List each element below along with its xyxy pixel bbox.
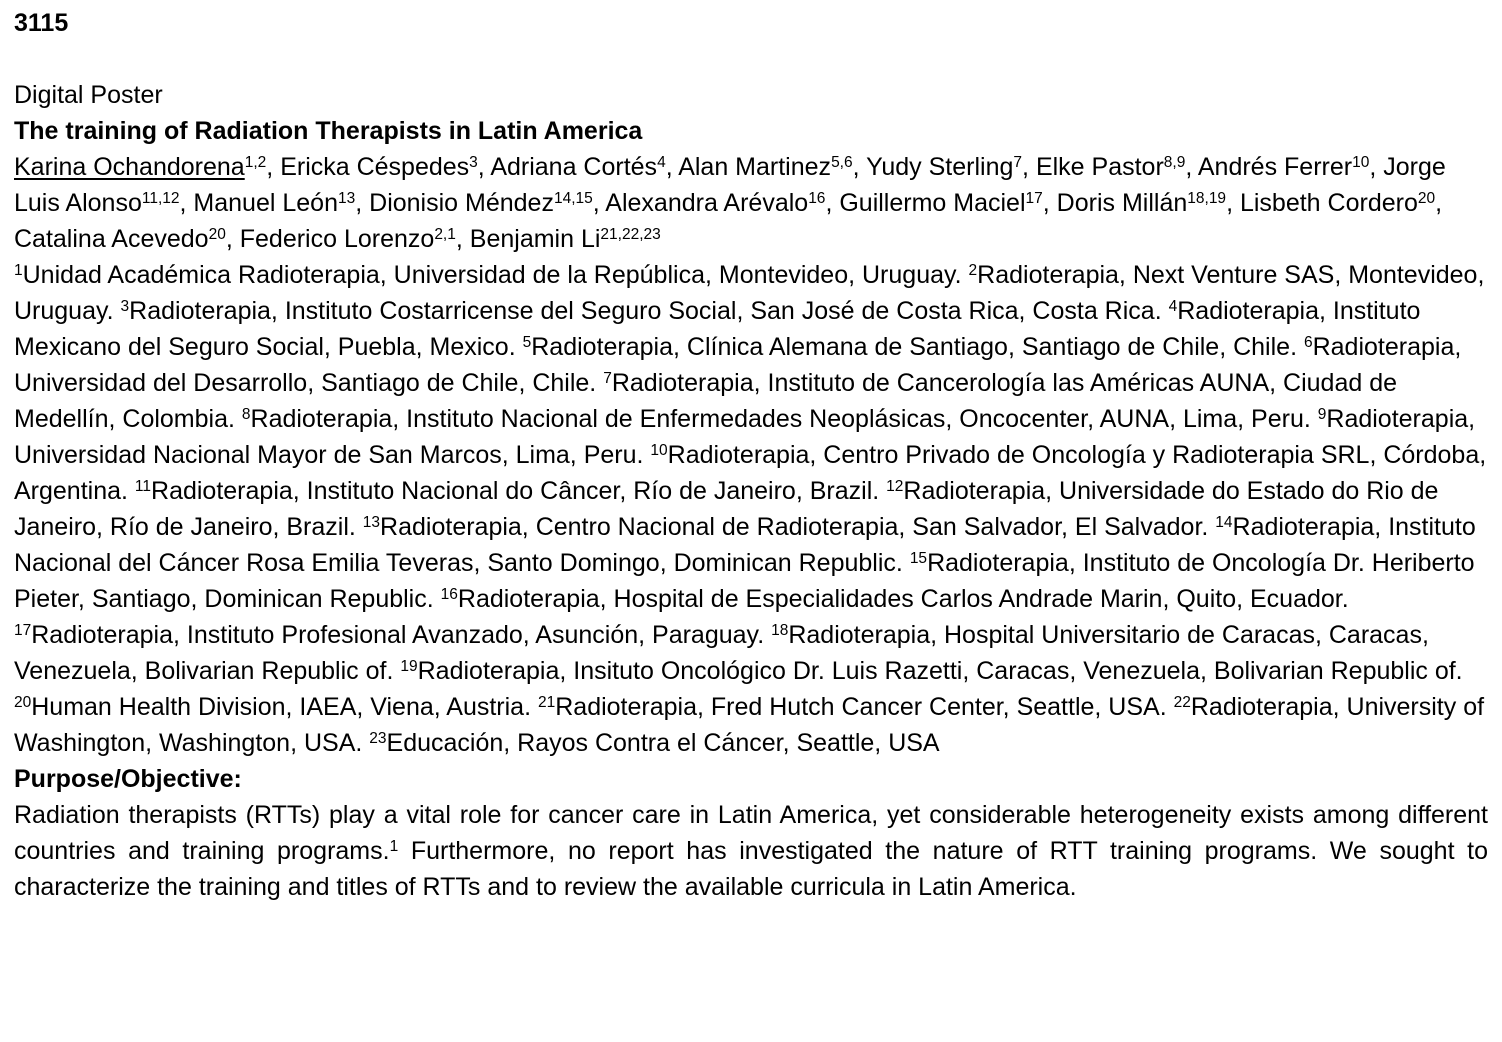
affiliation-text: Radioterapia, Instituto Mexicano del Seguro Social, Puebla, Mexico. — [14, 297, 1421, 361]
author-name: Yudy Sterling — [866, 153, 1014, 181]
affiliation — [135, 477, 879, 505]
affiliation-text: Radioterapia, Instituto Nacional del Cáncer Rosa Emilia Teveras, Santo Domingo, Dominican Republic. — [14, 513, 1476, 577]
author-affiliation-superscript: 20 — [208, 225, 226, 243]
affiliation — [14, 261, 962, 289]
author — [1057, 189, 1226, 217]
author-affiliation-superscript: 3 — [469, 153, 478, 171]
affiliation-text: Educación, Rayos Contra el Cáncer, Seattle, USA — [386, 729, 940, 757]
affiliation-text: Radioterapia, Insituto Oncológico Dr. Luis Razetti, Caracas, Venezuela, Bolivarian Republic of. — [417, 657, 1463, 685]
affiliation-text: Radioterapia, Fred Hutch Cancer Center, Seattle, USA. — [555, 693, 1167, 721]
presentation-type: Digital Poster — [14, 81, 163, 109]
author-affiliation-superscript: 8,9 — [1163, 153, 1186, 171]
author — [839, 189, 1042, 217]
affiliation-number-superscript: 15 — [909, 549, 928, 567]
author-name: Federico Lorenzo — [239, 225, 435, 253]
affiliation — [121, 297, 1162, 325]
author-name: Guillermo Maciel — [839, 189, 1026, 217]
author-affiliation-superscript: 20 — [1417, 189, 1436, 207]
author — [193, 189, 355, 217]
author-affiliation-superscript: 16 — [808, 189, 826, 207]
blank-line — [14, 41, 1488, 77]
author-name: Lisbeth Cordero — [1239, 189, 1418, 217]
affiliation-number-superscript: 4 — [1168, 297, 1178, 315]
affiliation-number-superscript: 11 — [134, 477, 152, 495]
affiliation-list — [14, 257, 1488, 761]
affiliation-number-superscript: 19 — [400, 657, 418, 675]
affiliation — [14, 621, 764, 649]
author-affiliation-superscript: 21,22,23 — [600, 225, 661, 243]
author — [240, 225, 456, 253]
affiliation — [523, 333, 1297, 361]
affiliation-number-superscript: 23 — [369, 729, 387, 747]
author-affiliation-superscript: 17 — [1025, 189, 1043, 207]
author-name: Adriana Cortés — [490, 153, 658, 181]
affiliation — [363, 513, 1209, 541]
affiliation-number-superscript: 14 — [1215, 513, 1233, 531]
author-name: Alexandra Arévalo — [605, 189, 809, 217]
author-name: Dionisio Méndez — [369, 189, 554, 217]
affiliation-number-superscript: 9 — [1317, 405, 1327, 423]
author-affiliation-superscript: 1,2 — [244, 153, 267, 171]
affiliation-number-superscript: 7 — [603, 369, 612, 387]
author — [1198, 153, 1369, 181]
affiliation-text: Radioterapia, Instituto de Oncología Dr. Heriberto Pieter, Santiago, Dominican Republic. — [14, 549, 1475, 613]
purpose-text-continued: Furthermore, no report has investigated the nature of RTT training programs. We sought to characterize the training and titles of RTTs and to review the available curricula in Latin America. — [14, 837, 1488, 901]
affiliation-number-superscript: 6 — [1303, 333, 1313, 351]
author — [1036, 153, 1185, 181]
affiliation-number-superscript: 16 — [440, 585, 458, 603]
author-affiliation-superscript: 4 — [657, 153, 666, 171]
affiliation-number-superscript: 1 — [14, 261, 23, 279]
affiliation-number-superscript: 13 — [362, 513, 381, 531]
affiliation-text: Radioterapia, Next Venture SAS, Montevideo, Uruguay. — [14, 261, 1485, 325]
affiliation-text: Radioterapia, Universidad Nacional Mayor de San Marcos, Lima, Peru. — [14, 405, 1476, 469]
author — [490, 153, 665, 181]
author-name: Doris Millán — [1056, 189, 1188, 217]
author-name: Andrés Ferrer — [1197, 153, 1353, 181]
author-name: Benjamin Li — [469, 225, 601, 253]
affiliation-number-superscript: 10 — [650, 441, 668, 459]
affiliation-number-superscript: 12 — [886, 477, 904, 495]
affiliation-text: Radioterapia, Instituto Costarricense del Seguro Social, San José de Costa Rica, Costa Rica. — [129, 297, 1162, 325]
author-affiliation-superscript: 10 — [1352, 153, 1370, 171]
affiliation-text: Radioterapia, Centro Nacional de Radioterapia, San Salvador, El Salvador. — [380, 513, 1209, 541]
author-affiliation-superscript: 18,19 — [1187, 189, 1227, 207]
author-affiliation-superscript: 7 — [1013, 153, 1023, 171]
author-name: Karina Ochandorena — [14, 153, 245, 181]
purpose-objective-heading: Purpose/Objective: — [14, 765, 242, 793]
affiliation-text: Unidad Académica Radioterapia, Universidad de la República, Montevideo, Uruguay. — [22, 261, 962, 289]
author — [470, 225, 661, 253]
affiliation-text: Radioterapia, Hospital de Especialidades Carlos Andrade Marin, Quito, Ecuador. — [457, 585, 1349, 613]
author-name: Catalina Acevedo — [14, 225, 209, 253]
author — [369, 189, 593, 217]
author-name: Elke Pastor — [1035, 153, 1164, 181]
author-list: Karina Ochandorena$^{1,2}$, Ericka Céspedes$^3$, Adriana Cortés$^4$, Alan Martinez$^{5,6}$, Yudy Sterling$^7$, Elke Pastor$^{8,9}$, Andrés Ferrer$^{10}$, Jorge Luis Alonso$^{11,12}$, Manuel León$^{13}$, Dionisio Méndez$^{14,15}$, Alexandra Arévalo$^{16}$, Guillermo Maciel$^{17}$, Doris Millán$^{18,19}$, Lisbeth Cordero$^{20}$, Catalina Acevedo$^{20}$, Federico Lorenzo$^{2,1}$, Benjamin Li$^{21,22,23}$ — [14, 153, 1446, 253]
paper-title: The training of Radiation Therapists in Latin America — [14, 117, 643, 145]
abstract-number: 3115 — [14, 9, 69, 37]
author-affiliation-superscript: 13 — [337, 189, 356, 207]
affiliation-number-superscript: 3 — [120, 297, 130, 315]
author-name: Alan Martinez — [678, 153, 832, 181]
affiliation-text: Radioterapia, Instituto Profesional Avanzado, Asunción, Paraguay. — [31, 621, 765, 649]
affiliation-text: Radioterapia, Instituto Nacional de Enfermedades Neoplásicas, Oncocenter, AUNA, Lima, Peru. — [250, 405, 1311, 433]
affiliation — [14, 693, 531, 721]
affiliation-number-superscript: 8 — [241, 405, 251, 423]
affiliation-text: Radioterapia, University of Washington, Washington, USA. — [14, 693, 1485, 757]
author-affiliation-superscript: 5,6 — [831, 153, 853, 171]
affiliation-text: Radioterapia, Centro Privado de Oncología y Radioterapia SRL, Córdoba, Argentina. — [14, 441, 1487, 505]
purpose-paragraph — [14, 797, 1488, 905]
author — [14, 225, 226, 253]
affiliation-number-superscript: 2 — [968, 261, 978, 279]
author — [280, 153, 478, 181]
affiliation-text: Radioterapia, Clínica Alemana de Santiago, Santiago de Chile, Chile. — [531, 333, 1298, 361]
affiliation-number-superscript: 20 — [14, 693, 32, 711]
author — [1240, 189, 1435, 217]
purpose-text: Radiation therapists (RTTs) play a vital role for cancer care in Latin America, yet considerable heterogeneity exists among different countries and training programs. — [14, 801, 1488, 865]
author-affiliation-superscript: 14,15 — [553, 189, 593, 207]
affiliation-number-superscript: 5 — [522, 333, 532, 351]
affiliation-text: Radioterapia, Instituto Nacional do Câncer, Río de Janeiro, Brazil. — [151, 477, 880, 505]
affiliation — [242, 405, 1311, 433]
affiliation-number-superscript: 17 — [14, 621, 32, 639]
affiliation — [369, 729, 939, 757]
affiliation-text: Radioterapia, Universidade do Estado do Rio de Janeiro, Río de Janeiro, Brazil. — [14, 477, 1439, 541]
affiliation-text: Radioterapia, Universidad del Desarrollo, Santiago de Chile, Chile. — [14, 333, 1462, 397]
affiliation — [538, 693, 1167, 721]
author — [678, 153, 852, 181]
author — [605, 189, 825, 217]
affiliation-text: Radioterapia, Hospital Universitario de Caracas, Caracas, Venezuela, Bolivarian Republic of. — [14, 621, 1429, 685]
author-name: Jorge Luis Alonso — [14, 153, 1446, 217]
affiliation — [400, 657, 1462, 685]
author-name: Manuel León — [193, 189, 338, 217]
author — [14, 153, 266, 181]
affiliation-number-superscript: 21 — [537, 693, 556, 711]
author-affiliation-superscript: 11,12 — [141, 189, 180, 207]
affiliation-number-superscript: 22 — [1173, 693, 1191, 711]
affiliation — [441, 585, 1349, 613]
citation-reference: 1 — [389, 837, 399, 855]
affiliation-text: Radioterapia, Instituto de Cancerología las Américas AUNA, Ciudad de Medellín, Colombia. — [14, 369, 1397, 433]
affiliation-text: Human Health Division, IAEA, Viena, Austria. — [31, 693, 532, 721]
affiliation-number-superscript: 18 — [771, 621, 789, 639]
author — [866, 153, 1022, 181]
author-affiliation-superscript: 2,1 — [434, 225, 456, 243]
author-name: Ericka Céspedes — [280, 153, 470, 181]
